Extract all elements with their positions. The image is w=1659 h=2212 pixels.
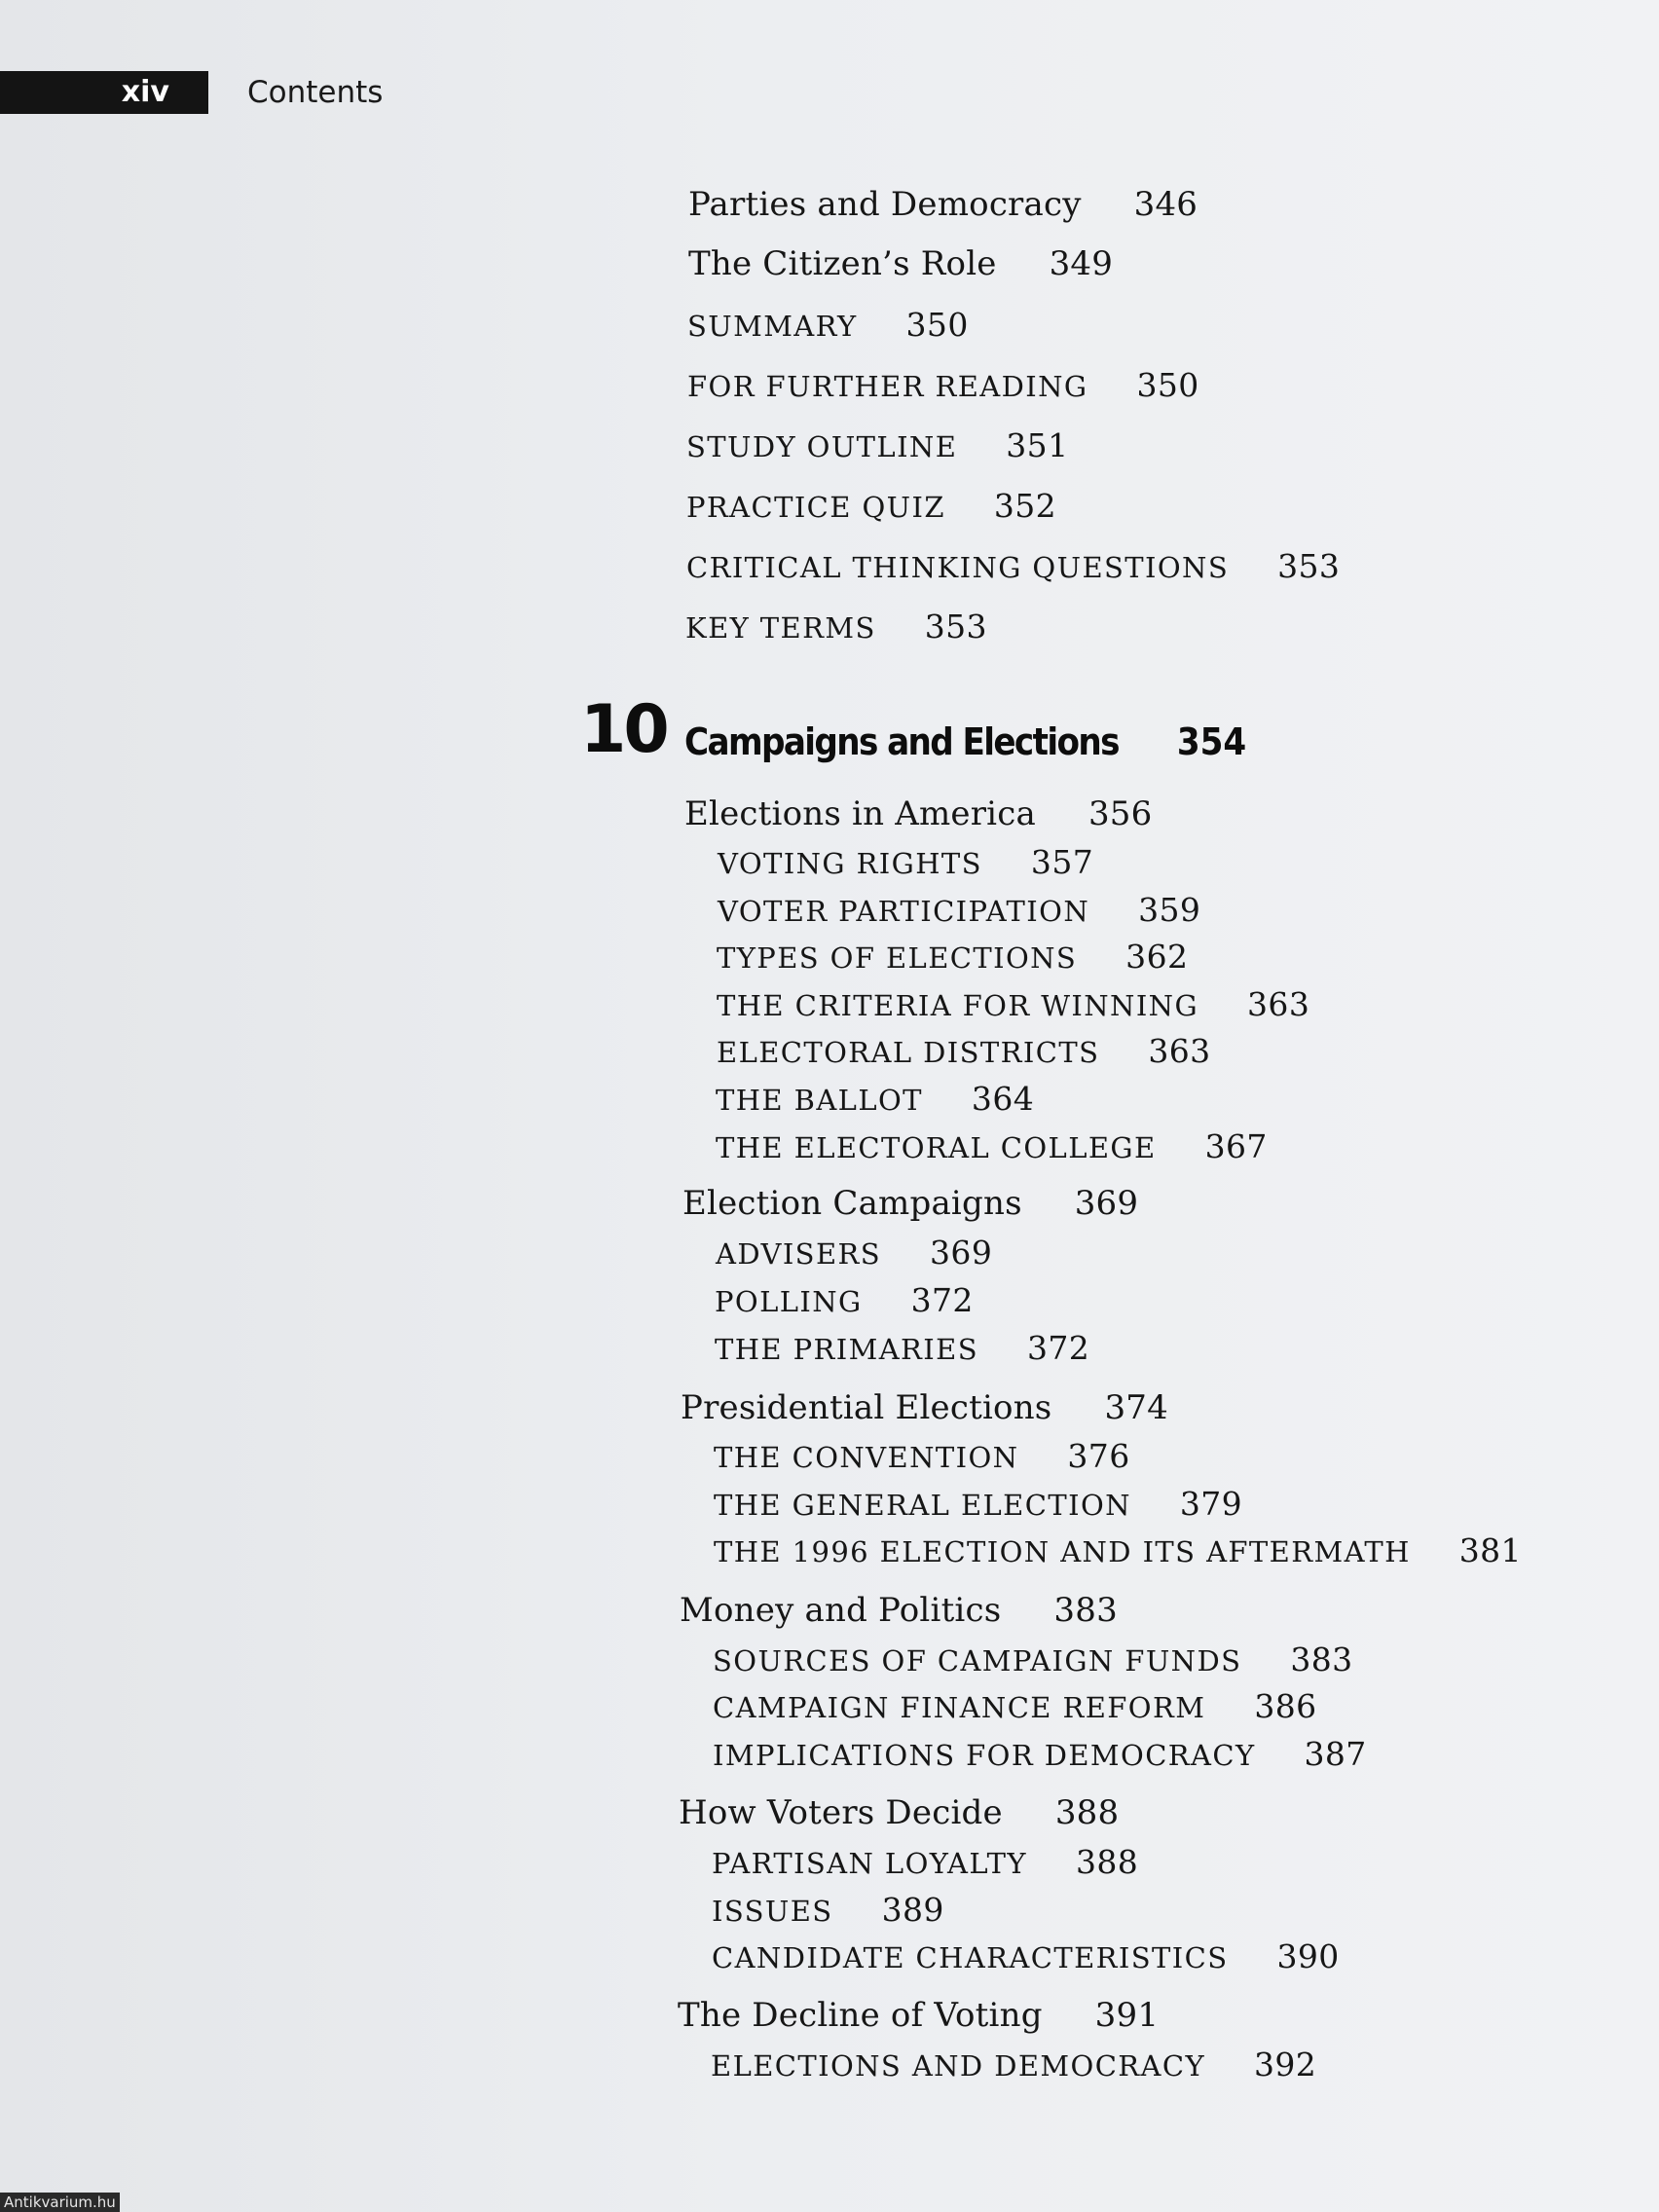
toc-entry-page: 346 <box>1133 185 1198 224</box>
toc-entry-page: 367 <box>1204 1127 1268 1165</box>
toc-subentry <box>715 1329 1089 1369</box>
toc-subentry <box>714 1485 1242 1525</box>
toc-subentry <box>717 1032 1211 1072</box>
toc-entry-page: 363 <box>1247 985 1310 1023</box>
toc-entry <box>687 306 969 346</box>
toc-entry-title: THE PRIMARIES <box>715 1333 978 1366</box>
toc-subentry <box>714 1437 1130 1477</box>
chapter-page: 354 <box>1176 720 1247 763</box>
toc-entry-title: THE GENERAL ELECTION <box>714 1489 1131 1522</box>
toc-entry-page: 389 <box>881 1891 944 1929</box>
toc-entry <box>678 1994 1159 2037</box>
toc-entry-page: 349 <box>1049 244 1114 283</box>
toc-entry-page: 357 <box>1030 843 1094 881</box>
toc-entry <box>688 242 1113 285</box>
toc-entry-title: The Decline of Voting <box>678 1996 1043 2035</box>
toc-entry-page: 388 <box>1075 1843 1139 1881</box>
toc-entry-title: STUDY OUTLINE <box>686 430 958 463</box>
toc-subentry <box>713 1687 1317 1727</box>
toc-entry-page: 350 <box>905 306 969 344</box>
toc-entry-page: 372 <box>910 1281 974 1319</box>
toc-entry-page: 352 <box>993 487 1057 525</box>
toc-entry-title: THE CRITERIA FOR WINNING <box>717 989 1199 1022</box>
toc-entry-title: How Voters Decide <box>679 1793 1003 1832</box>
toc-entry-page: 390 <box>1276 1937 1340 1975</box>
toc-entry-title: THE ELECTORAL COLLEGE <box>716 1131 1157 1164</box>
toc-subentry <box>715 1281 974 1321</box>
toc-entry-page: 372 <box>1027 1329 1090 1367</box>
toc-entry <box>686 426 1068 466</box>
toc-entry-title: ELECTIONS AND DEMOCRACY <box>711 2049 1205 2083</box>
toc-entry <box>684 793 1152 835</box>
toc-entry-title: Elections in America <box>684 794 1036 833</box>
toc-entry-title: THE CONVENTION <box>714 1441 1019 1474</box>
page-number: xiv <box>121 75 169 109</box>
toc-entry-title: Election Campaigns <box>682 1184 1022 1223</box>
toc-subentry <box>717 985 1309 1025</box>
toc-entry-page: 353 <box>1277 547 1341 585</box>
toc-subentry <box>716 1127 1268 1167</box>
watermark: Antikvarium.hu <box>0 2193 120 2212</box>
toc-entry-page: 383 <box>1053 1591 1118 1630</box>
toc-entry-title: CANDIDATE CHARACTERISTICS <box>712 1941 1229 1974</box>
toc-subentry <box>718 891 1200 931</box>
toc-entry-title: FOR FURTHER READING <box>687 370 1088 403</box>
toc-entry-title: CRITICAL THINKING QUESTIONS <box>686 551 1230 584</box>
toc-entry-title: The Citizen’s Role <box>688 244 997 283</box>
toc-entry-page: 351 <box>1006 426 1069 464</box>
toc-entry-page: 376 <box>1067 1437 1130 1475</box>
toc-entry-page: 391 <box>1094 1996 1160 2035</box>
toc-subentry <box>713 1641 1353 1680</box>
toc-entry-title: IMPLICATIONS FOR DEMOCRACY <box>713 1739 1256 1772</box>
toc-entry-title: SOURCES OF CAMPAIGN FUNDS <box>713 1644 1242 1677</box>
toc-entry <box>681 1386 1168 1429</box>
toc-entry-title: ELECTORAL DISTRICTS <box>717 1036 1100 1069</box>
chapter-number: 10 <box>580 691 667 768</box>
toc-entry-page: 388 <box>1054 1793 1120 1832</box>
toc-entry-page: 362 <box>1125 938 1189 976</box>
toc-subentry <box>713 1735 1367 1775</box>
toc-subentry <box>711 2046 1316 2085</box>
toc-entry-page: 386 <box>1254 1687 1317 1725</box>
toc-entry-title: KEY TERMS <box>685 611 876 645</box>
toc-entry-page: 379 <box>1179 1485 1243 1523</box>
page-number-bar <box>0 71 208 114</box>
toc-entry <box>682 1182 1138 1225</box>
toc-entry <box>688 183 1198 226</box>
toc-entry <box>685 608 987 647</box>
toc-entry-page: 374 <box>1104 1388 1168 1427</box>
toc-entry-title: ISSUES <box>712 1895 833 1928</box>
toc-entry-title: TYPES OF ELECTIONS <box>717 941 1078 975</box>
running-title: Contents <box>247 75 384 110</box>
toc-entry-title: SUMMARY <box>687 310 858 343</box>
toc-entry-title: CAMPAIGN FINANCE REFORM <box>713 1691 1206 1724</box>
toc-entry-title: Parties and Democracy <box>688 185 1082 224</box>
toc-entry-page: 369 <box>930 1234 993 1272</box>
toc-subentry <box>718 843 1093 883</box>
toc-entry-title: VOTING RIGHTS <box>718 847 982 880</box>
toc-subentry <box>716 1234 992 1273</box>
toc-entry-page: 353 <box>924 608 987 645</box>
toc-entry-title: ADVISERS <box>716 1237 882 1271</box>
toc-entry-page: 387 <box>1304 1735 1367 1773</box>
toc-entry-title: Money and Politics <box>680 1591 1002 1630</box>
toc-entry-title: VOTER PARTICIPATION <box>718 895 1090 928</box>
chapter-title <box>684 719 1246 765</box>
toc-entry-page: 359 <box>1138 891 1201 929</box>
toc-entry <box>679 1791 1119 1834</box>
toc-entry-title: THE BALLOT <box>716 1084 923 1117</box>
toc-entry-title: POLLING <box>715 1285 863 1318</box>
toc-entry <box>686 547 1340 587</box>
toc-entry-title: PARTISAN LOYALTY <box>712 1847 1027 1880</box>
toc-entry-page: 383 <box>1290 1641 1353 1678</box>
toc-entry <box>687 366 1199 406</box>
toc-entry-page: 381 <box>1458 1531 1522 1569</box>
toc-subentry <box>717 938 1188 977</box>
chapter-title-text: Campaigns and Elections <box>684 720 1119 763</box>
toc-subentry <box>712 1937 1340 1977</box>
toc-entry-page: 392 <box>1254 2046 1317 2083</box>
toc-entry <box>686 487 1056 527</box>
toc-subentry <box>714 1531 1522 1571</box>
toc-entry <box>680 1589 1118 1632</box>
toc-entry-page: 363 <box>1148 1032 1211 1070</box>
toc-subentry <box>716 1080 1034 1120</box>
toc-subentry <box>712 1843 1138 1883</box>
toc-entry-page: 369 <box>1074 1184 1139 1223</box>
toc-entry-page: 350 <box>1136 366 1199 404</box>
toc-entry-title: Presidential Elections <box>681 1388 1052 1427</box>
toc-entry-title: THE 1996 ELECTION AND ITS AFTERMATH <box>714 1535 1411 1568</box>
toc-entry-title: PRACTICE QUIZ <box>686 491 945 524</box>
toc-entry-page: 356 <box>1088 794 1153 833</box>
toc-entry-page: 364 <box>971 1080 1035 1118</box>
toc-subentry <box>712 1891 944 1931</box>
